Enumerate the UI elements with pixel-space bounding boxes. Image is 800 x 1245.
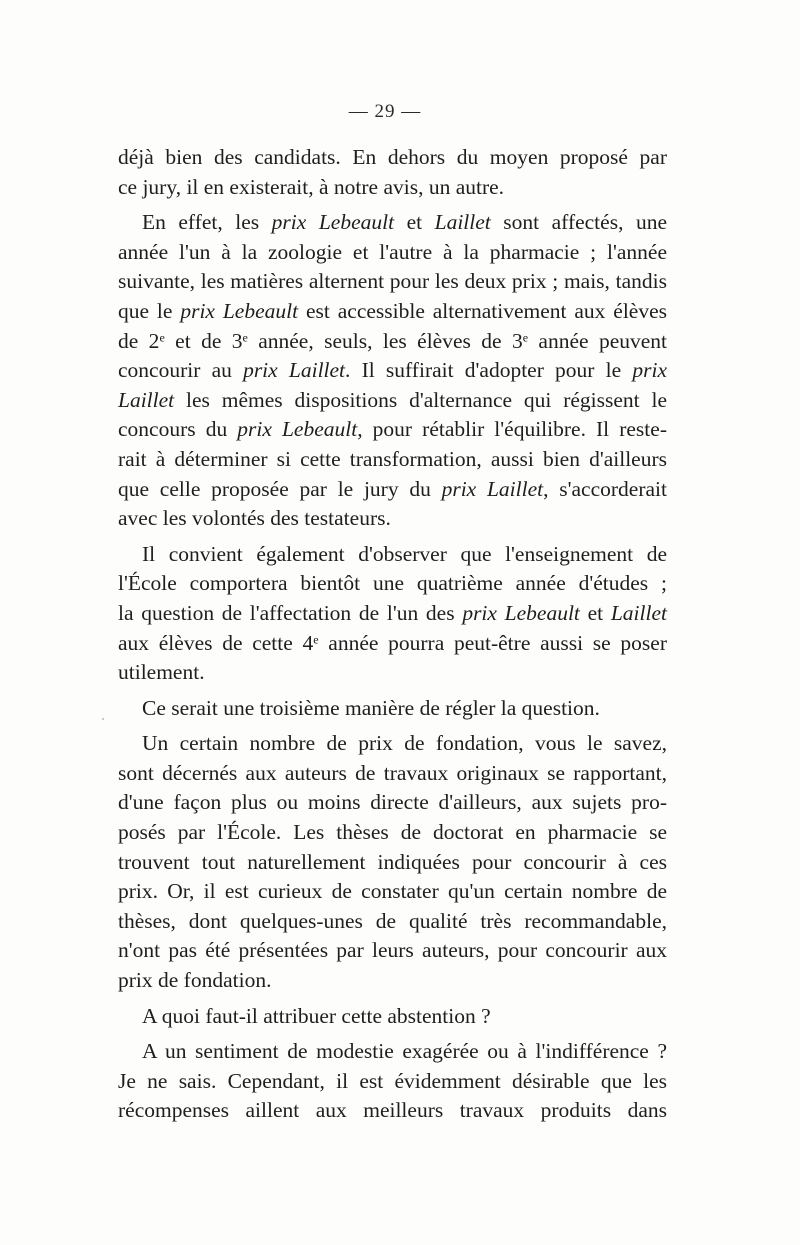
text-segment: sont décernés aux auteurs de travaux originaux se rapportant, [118, 760, 667, 785]
text-line [118, 143, 667, 173]
text-segment: rait à déterminer si cette transformation, aussi bien d'ailleurs [118, 446, 667, 471]
text-segment: année, seuls, les élèves de 3 [247, 328, 523, 353]
text-line [118, 936, 667, 966]
text-segment: Ce serait une troisième manière de régler la question. [142, 695, 600, 720]
text-segment: avec les volontés des testateurs. [118, 506, 391, 531]
text-segment: Il convient également d'observer que l'enseignement de [142, 541, 667, 566]
text-line [118, 297, 667, 327]
text-segment: déjà bien des candidats. En dehors du moyen proposé par [118, 145, 667, 169]
text-segment: trouvent tout naturellement indiquées pour concourir à ces [118, 849, 667, 874]
text-line [118, 877, 667, 907]
text-segment: concourir au [118, 358, 244, 383]
superscript: e [242, 329, 248, 344]
text-line [118, 569, 667, 599]
superscript: e [159, 329, 165, 344]
text-line [118, 788, 667, 818]
text-segment: prix. Or, il est curieux de constater qu'un certain nombre de [118, 879, 667, 904]
text-line [118, 694, 667, 724]
text-line [118, 540, 667, 570]
text-segment: Un certain nombre de prix de fondation, vous le savez, [142, 731, 667, 756]
text-segment: ce jury, il en existerait, à notre avis, un autre. [118, 174, 505, 199]
body-text [118, 143, 667, 1126]
text-segment: et de 3 [164, 328, 243, 353]
italic-phrase: Laillet [118, 387, 175, 412]
text-segment: concours du [118, 417, 238, 442]
italic-phrase: prix Laillet [243, 358, 346, 383]
text-line [118, 504, 667, 534]
text-segment: année l'un à la zoologie et l'autre à la pharmacie ; l'année [118, 239, 667, 264]
margin-speck [102, 718, 104, 720]
text-segment: thèses, dont quelques-unes de qualité très recommandable, [118, 908, 667, 933]
text-segment: . Il suffirait d'adopter pour le [345, 358, 633, 383]
text-line [118, 818, 667, 848]
text-line [118, 208, 667, 238]
text-line [118, 415, 667, 445]
text-line [118, 1096, 667, 1126]
text-segment: A quoi faut-il attribuer cette abstention ? [142, 1003, 491, 1028]
text-segment: d'une façon plus ou moins directe d'ailleurs, aux sujets pro- [118, 790, 667, 815]
text-line [118, 445, 667, 475]
text-segment: sont affectés, une [490, 210, 667, 235]
text-segment: , s'accorderait [543, 476, 667, 501]
text-segment: la question de l'affectation de l'un des [118, 600, 463, 625]
text-segment: Je ne sais. Cependant, il est évidemment désirable que les [118, 1068, 667, 1093]
text-line [118, 1067, 667, 1097]
text-segment: que le [118, 298, 181, 323]
text-segment: aux élèves de cette 4 [118, 630, 314, 655]
text-segment: et [579, 600, 611, 625]
text-line [118, 907, 667, 937]
italic-phrase: prix Lebeault [271, 210, 395, 235]
text-segment: prix de fondation. [118, 968, 272, 993]
text-line [118, 173, 667, 203]
text-line [118, 848, 667, 878]
text-line [118, 238, 667, 268]
italic-phrase: prix Lebeault [237, 417, 358, 442]
text-segment: l'École comportera bientôt une quatrième année d'études ; [118, 571, 667, 596]
text-line [118, 629, 667, 659]
italic-phrase: prix [632, 358, 668, 383]
text-line [118, 386, 667, 416]
text-segment: année peuvent [528, 328, 667, 353]
text-line [118, 475, 667, 505]
text-line [118, 658, 667, 688]
text-line [118, 729, 667, 759]
text-line [118, 1002, 667, 1032]
text-segment: utilement. [118, 660, 205, 685]
text-line [118, 267, 667, 297]
text-segment: récompenses aillent aux meilleurs travaux produits dans [118, 1098, 667, 1123]
italic-phrase: prix Laillet [441, 476, 544, 501]
text-line [118, 327, 667, 357]
text-line [118, 356, 667, 386]
text-segment: posés par l'École. Les thèses de doctorat en pharmacie se [118, 820, 667, 845]
italic-phrase: prix Lebeault [462, 600, 580, 625]
text-segment: de 2 [118, 328, 160, 353]
text-line [118, 599, 667, 629]
text-segment: En effet, les [142, 210, 272, 235]
italic-phrase: Laillet [610, 600, 667, 625]
text-segment: et [394, 210, 435, 235]
italic-phrase: Laillet [434, 210, 491, 235]
superscript: e [522, 329, 529, 344]
text-segment: n'ont pas été présentées par leurs auteurs, pour concourir aux [118, 938, 667, 963]
text-segment: année pourra peut-être aussi se poser [318, 630, 667, 655]
text-segment: les mêmes dispositions d'alternance qui régissent le [174, 387, 667, 412]
text-line [118, 1037, 667, 1067]
text-segment: suivante, les matières alternent pour les deux prix ; mais, tandis [118, 269, 667, 294]
text-line [118, 759, 667, 789]
text-segment: A un sentiment de modestie exagérée ou à l'indifférence ? [142, 1039, 667, 1064]
text-line [118, 966, 667, 996]
text-segment: est accessible alternativement aux élèves [298, 298, 668, 323]
italic-phrase: prix Lebeault [180, 298, 299, 323]
text-segment: que celle proposée par le jury du [118, 476, 442, 501]
text-segment: , pour rétablir l'équilibre. Il reste- [357, 417, 667, 442]
page-number: — 29 — [348, 101, 422, 122]
superscript: e [313, 631, 319, 646]
